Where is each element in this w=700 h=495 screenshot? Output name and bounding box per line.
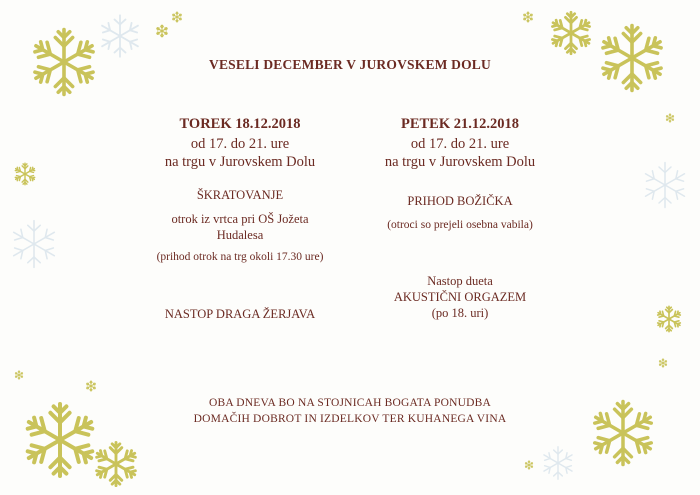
left-event-desc-line1: otrok iz vrtca pri OŠ Jožeta xyxy=(171,212,309,226)
snowflake-icon xyxy=(8,218,60,270)
snowflake-icon xyxy=(85,380,97,392)
right-time: od 17. do 21. ure xyxy=(410,136,510,152)
snowflake-icon xyxy=(658,358,668,368)
right-day-heading: PETEK 21.12.2018 xyxy=(400,116,520,132)
page-title: VESELI DECEMBER V JUROVSKEM DOLU xyxy=(209,57,491,72)
right-place: na trgu v Jurovskem Dolu xyxy=(384,154,536,170)
snowflake-icon xyxy=(155,24,169,38)
snowflake-icon xyxy=(92,440,140,488)
snowflake-icon xyxy=(522,11,534,23)
right-event-title: PRIHOD BOŽIČKA xyxy=(407,194,513,208)
right-second-event-line2: AKUSTIČNI ORGAZEM xyxy=(393,290,527,304)
left-event-title: ŠKRATOVANJE xyxy=(196,188,284,202)
left-time: od 17. do 21. ure xyxy=(190,136,290,152)
snowflake-icon xyxy=(655,305,683,333)
left-event-desc-line2: Hudalesa xyxy=(216,228,264,242)
left-day-heading: TOREK 18.12.2018 xyxy=(179,116,301,132)
snowflake-icon xyxy=(13,160,37,188)
left-second-event: NASTOP DRAGA ŽERJAVA xyxy=(164,307,316,321)
footer-line2: DOMAČIH DOBROT IN IZDELKOV TER KUHANEGA VINA xyxy=(193,413,507,425)
left-place: na trgu v Jurovskem Dolu xyxy=(164,154,316,170)
snowflake-icon xyxy=(171,11,183,23)
snowflake-icon xyxy=(540,445,576,481)
snowflake-icon xyxy=(20,400,100,480)
right-second-event-line3: (po 18. uri) xyxy=(431,306,489,320)
right-second-event-line1: Nastop dueta xyxy=(427,274,493,288)
snowflake-icon xyxy=(548,10,594,56)
snowflake-icon xyxy=(97,13,143,59)
right-event-note: (otroci so prejeli osebna vabila) xyxy=(387,219,533,231)
snowflake-icon xyxy=(524,460,534,470)
snowflake-icon xyxy=(665,113,675,123)
footer-line1: OBA DNEVA BO NA STOJNICAH BOGATA PONUDBA xyxy=(208,397,492,409)
left-event-note: (prihod otrok na trg okoli 17.30 ure) xyxy=(156,251,324,263)
snowflake-icon xyxy=(640,160,690,210)
snowflake-icon xyxy=(14,370,24,380)
